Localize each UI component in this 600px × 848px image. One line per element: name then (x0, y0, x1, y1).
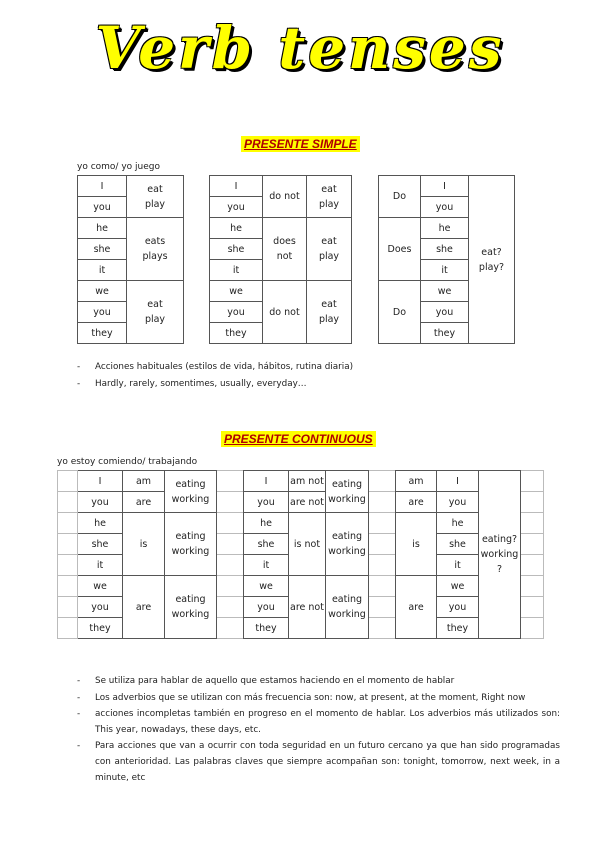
continuous-question-table (395, 470, 544, 639)
verb-cell: eats plays (127, 218, 184, 281)
pronoun-cell: I (78, 176, 127, 197)
section-heading-continuous: PRESENTE CONTINUOUS (221, 431, 376, 447)
bullet-text: Para acciones que van a ocurrir con toda seguridad en un futuro cercano ya que han sido programadas con anterioridad. Las palabras claves que siempre acompañan son: tonight, tomorrow, next week, in a minute, etc (95, 741, 560, 783)
pronoun-cell: you (421, 197, 469, 218)
bullet-text: Los adverbios que se utilizan con más frecuencia son: now, at present, at the moment, Right now (95, 693, 526, 703)
aux-cell: do not (263, 176, 307, 218)
aux-cell: are (396, 492, 437, 513)
pronoun-cell: you (78, 492, 123, 513)
list-item: - Se utiliza para hablar de aquello que estamos haciendo en el momento de hablar (77, 673, 562, 689)
simple-question-table (378, 175, 515, 344)
pronoun-cell: I (421, 176, 469, 197)
pronoun-cell: I (210, 176, 263, 197)
pronoun-cell: it (421, 260, 469, 281)
section-heading-simple: PRESENTE SIMPLE (241, 136, 360, 152)
aux-cell: Does (379, 218, 421, 281)
list-item: - Los adverbios que se utilizan con más frecuencia son: now, at present, at the moment, Right now (77, 690, 562, 706)
bullet-text: Hardly, rarely, somentimes, usually, everyday… (95, 379, 307, 389)
simple-negative-table (209, 175, 352, 344)
pronoun-cell: she (437, 534, 479, 555)
pronoun-cell: we (421, 281, 469, 302)
verb-cell: eat play (307, 176, 352, 218)
aux-cell: am (123, 471, 165, 492)
pronoun-cell: she (244, 534, 289, 555)
aux-cell: is (396, 513, 437, 576)
verb-cell: eat play (127, 176, 184, 218)
pronoun-cell: you (78, 597, 123, 618)
verb-cell: eat play (307, 218, 352, 281)
pronoun-cell: it (78, 260, 127, 281)
verb-cell: eat? play? (469, 176, 515, 344)
verb-cell: eating working (326, 471, 369, 513)
pronoun-cell: he (244, 513, 289, 534)
pronoun-cell: we (78, 576, 123, 597)
continuous-negative-table (243, 470, 396, 639)
pronoun-cell: they (210, 323, 263, 344)
bullet-text: Acciones habituales (estilos de vida, hábitos, rutina diaria) (95, 362, 354, 372)
pronoun-cell: she (210, 239, 263, 260)
pronoun-cell: you (437, 597, 479, 618)
list-item: - Acciones habituales (estilos de vida, hábitos, rutina diaria) (77, 359, 562, 375)
aux-cell: is (123, 513, 165, 576)
verb-cell: eating working (326, 513, 369, 576)
pronoun-cell: he (78, 218, 127, 239)
pronoun-cell: he (210, 218, 263, 239)
pronoun-cell: she (421, 239, 469, 260)
pronoun-cell: it (78, 555, 123, 576)
pronoun-cell: it (244, 555, 289, 576)
bullet-text: acciones incompletas también en progreso en el momento de hablar. Los adverbios más utilizados son: This year, nowadays, these days, etc. (95, 709, 560, 735)
verb-cell: eating working (165, 471, 217, 513)
pronoun-cell: you (210, 197, 263, 218)
aux-cell: Do (379, 281, 421, 344)
continuous-affirmative-table (57, 470, 244, 639)
verb-cell: eating working (165, 513, 217, 576)
verb-cell: eat play (307, 281, 352, 344)
pronoun-cell: I (437, 471, 479, 492)
verb-cell: eating working (326, 576, 369, 639)
verb-cell: eating working (165, 576, 217, 639)
aux-cell: are not (289, 576, 326, 639)
list-item: - Para acciones que van a ocurrir con toda seguridad en un futuro cercano ya que han sido programadas con anterioridad. Las palabras claves que siempre acompañan son: tonight, tomorrow, next week, in a minute, etc (77, 738, 562, 786)
verb-cell: eating? working ? (479, 471, 521, 639)
aux-cell: Do (379, 176, 421, 218)
pronoun-cell: you (78, 197, 127, 218)
pronoun-cell: she (78, 239, 127, 260)
pronoun-cell: I (244, 471, 289, 492)
pronoun-cell: you (244, 492, 289, 513)
aux-cell: do not (263, 281, 307, 344)
pronoun-cell: it (210, 260, 263, 281)
pronoun-cell: we (244, 576, 289, 597)
pronoun-cell: you (421, 302, 469, 323)
aux-cell: am (396, 471, 437, 492)
pronoun-cell: we (210, 281, 263, 302)
pronoun-cell: he (437, 513, 479, 534)
pronoun-cell: you (244, 597, 289, 618)
aux-cell: are not (289, 492, 326, 513)
pronoun-cell: they (244, 618, 289, 639)
pronoun-cell: you (437, 492, 479, 513)
aux-cell: am not (289, 471, 326, 492)
aux-cell: are (123, 576, 165, 639)
list-item: - Hardly, rarely, somentimes, usually, everyday… (77, 376, 562, 392)
pronoun-cell: it (437, 555, 479, 576)
aux-cell: are (396, 576, 437, 639)
bullet-text: Se utiliza para hablar de aquello que estamos haciendo en el momento de hablar (95, 676, 455, 686)
list-item: - acciones incompletas también en progreso en el momento de hablar. Los adverbios más utilizados son: This year, nowadays, these days, etc. (77, 706, 562, 738)
pronoun-cell: we (437, 576, 479, 597)
pronoun-cell: they (78, 323, 127, 344)
pronoun-cell: they (421, 323, 469, 344)
simple-affirmative-table (77, 175, 184, 344)
caption-simple: yo como/ yo juego (77, 162, 160, 172)
pronoun-cell: they (437, 618, 479, 639)
verb-cell: eat play (127, 281, 184, 344)
pronoun-cell: you (78, 302, 127, 323)
pronoun-cell: I (78, 471, 123, 492)
pronoun-cell: you (210, 302, 263, 323)
aux-cell: is not (289, 513, 326, 576)
aux-cell: are (123, 492, 165, 513)
aux-cell: does not (263, 218, 307, 281)
caption-continuous: yo estoy comiendo/ trabajando (57, 457, 198, 467)
pronoun-cell: he (78, 513, 123, 534)
pronoun-cell: we (78, 281, 127, 302)
pronoun-cell: she (78, 534, 123, 555)
page-title: Verb tenses (95, 14, 505, 82)
pronoun-cell: they (78, 618, 123, 639)
pronoun-cell: he (421, 218, 469, 239)
